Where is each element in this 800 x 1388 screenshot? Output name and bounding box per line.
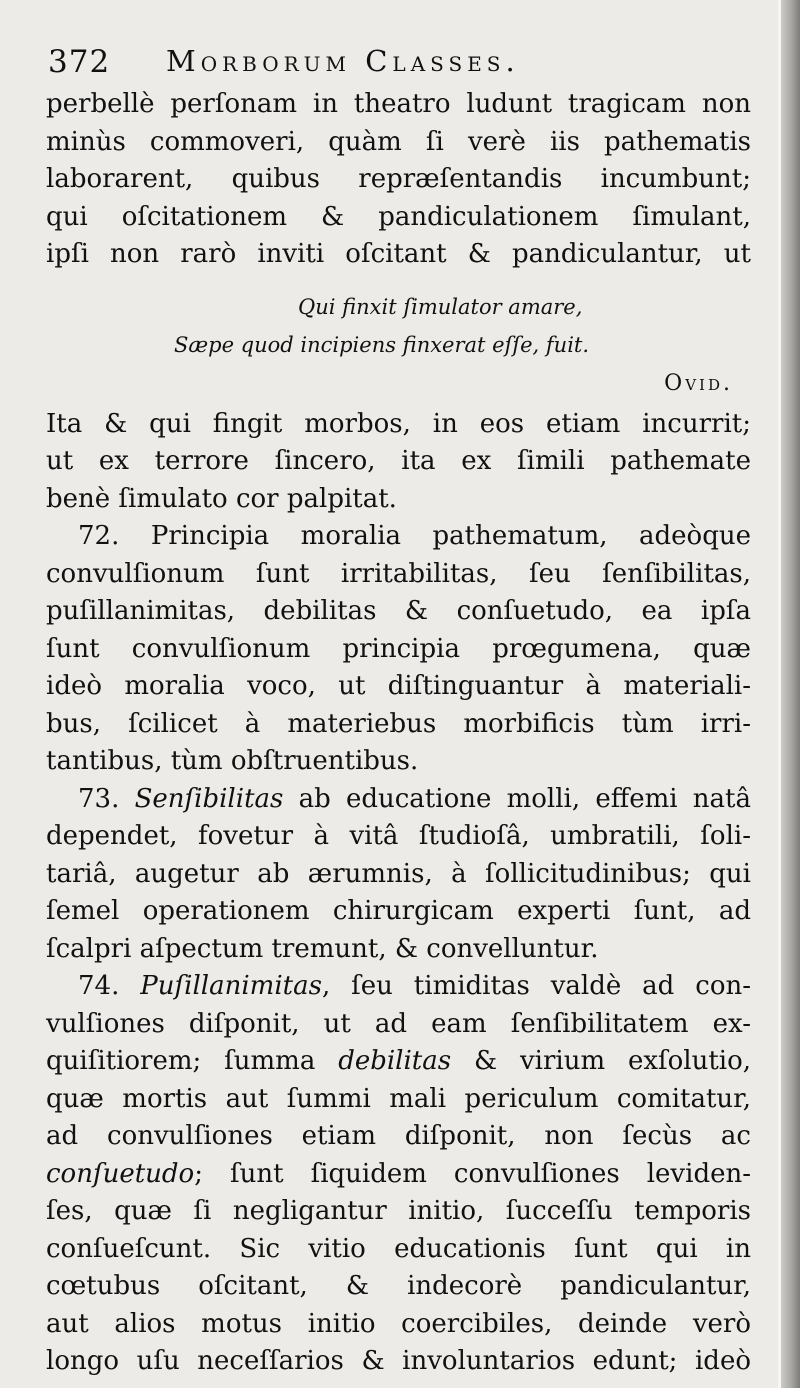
text-run: ; ſunt ſiquidem convulſiones leviden- [194,1158,751,1189]
text-line: tantibus, tùm obſtruentibus. [46,746,419,776]
text-run: quiſitiorem; ſumma [46,1046,316,1076]
text-line: qui oſcitationem & pandiculationem ſimulant, [46,201,751,232]
text-line: benè ſimulato cor palpitat. [46,483,397,514]
text-line: cœtubus oſcitant, & indecorè pandiculantur, [46,1271,751,1301]
text-line: ideò moralia voco, ut diſtinguantur à materiali- [46,671,751,701]
text-line: ſunt convulſionum principia prœgumena, quæ [46,633,751,664]
running-head [46,40,751,86]
verse-quote-line: Sæpe quod incipiens finxerat eſſe, fuit. [174,332,590,357]
text-line: ſcalpri aſpectum tremunt, & convelluntur. [46,933,599,964]
text-line: ad convulſiones etiam diſponit, non ſecùs ac [46,1121,751,1151]
paragraph-74-start [46,968,751,1006]
text-line: ipſi non rarò inviti oſcitant & pandiculantur, ut [46,239,751,269]
book-page [46,40,751,1381]
paragraph-72-start: 72. Principia moralia pathematum, adeòque [78,521,751,551]
running-title: Morborum Classes. [166,44,520,78]
paragraph-number: 73. [78,783,120,814]
text-line: vulſiones diſponit, ut ad eam ſenſibilitatem ex- [46,1008,751,1039]
text-line: bus, ſcilicet à materiebus morbificis tùm irri- [46,708,751,739]
italic-term: Senſibilitas [134,783,284,814]
text-line: ſemel operationem chirurgicam experti ſunt, ad [46,896,751,926]
text-line: ſes, quæ ſi negligantur initio, ſucceſſu temporis [46,1196,751,1226]
text-line: dependet, fovetur à vitâ ſtudioſâ, umbratili, ſoli- [46,821,751,851]
text-run: & virium exſolutio, [473,1046,752,1076]
page-edge-shadow [778,0,800,1388]
text-line: puſillanimitas, debilitas & conſuetudo, ea ipſa [46,596,751,626]
text-line: quæ mortis aut ſummi mali periculum comitatur, [46,1083,751,1114]
text-line: Ita & qui fingit morbos, in eos etiam incurrit; [46,408,751,439]
paragraph-73-start [46,781,751,819]
text-line: minùs commoveri, quàm ſi verè iis pathematis [46,126,751,157]
spacer [46,274,751,288]
text-line: aut alios motus initio coercibiles, deinde verò [46,1308,751,1339]
text-line: perbellè perſonam in theatro ludunt tragicam non [46,89,751,119]
text-line: laborarent, quibus repræſentandis incumbunt; [46,164,751,194]
text-line: ut ex terrore ſincero, ita ex ſimili pathemate [46,446,751,476]
text-line [46,1156,751,1194]
page-number: 372 [48,44,111,80]
italic-term: Puſillanimitas [140,971,322,1001]
text-line: conſueſcunt. Sic vitio educationis ſunt qui in [46,1233,751,1264]
text-line: longo uſu neceſſarios & involuntarios edunt; ideò [46,1346,751,1376]
text-run: ab educatione molli, effemi natâ [298,783,751,814]
italic-term: debilitas [338,1046,452,1076]
paragraph-number: 74. [78,971,120,1001]
italic-term: conſuetudo [46,1158,195,1189]
text-line: tariâ, augetur ab ærumnis, à ſollicitudinibus; qui [46,858,751,889]
text-line [46,1043,751,1081]
text-line: convulſionum ſunt irritabilitas, ſeu ſenſibilitas, [46,558,751,589]
text-run: , ſeu timiditas valdè ad con- [321,971,751,1001]
verse-quote-line: Qui finxit ſimulator amare, [298,294,583,319]
quote-attribution: Ovid. [664,370,733,396]
